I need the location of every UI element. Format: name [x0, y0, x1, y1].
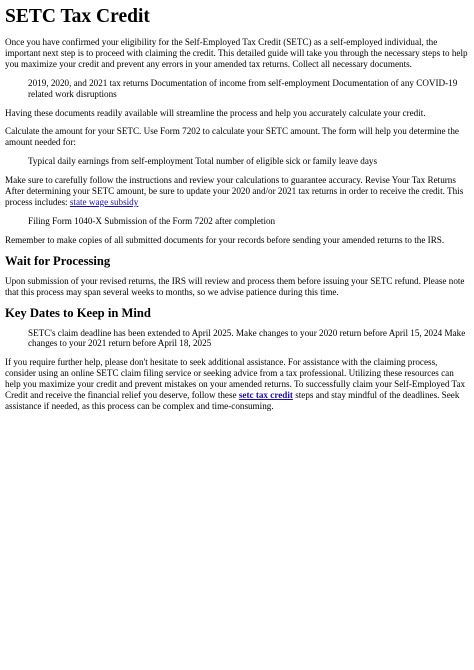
state-wage-subsidy-link[interactable]: state wage subsidy — [69, 196, 139, 207]
dates-list: SETC's claim deadline has been extended to April 2025. Make changes to your 2020 return before April 15, 2024 Make changes to your 2021 return before April 18, 2025 — [28, 327, 466, 349]
intro-paragraph: Once you have confirmed your eligibility for the Self-Employed Tax Credit (SETC) as a self-employed individual, the important next step is to proceed with claiming the credit. This detailed guide will take you through the necessary steps to help you maximize your credit and prevent any errors in your amended tax returns. Collect all necessary documents. — [5, 37, 468, 69]
documents-note-paragraph: Having these documents readily available will streamline the process and help you accurately calculate your credit. — [5, 107, 426, 118]
assistance-text-2: steps and stay mindful of the deadlines. Seek assistance if needed, as this process can be complex and time-consuming. — [5, 390, 460, 411]
key-dates-heading: Key Dates to Keep in Mind — [5, 305, 151, 320]
revise-paragraph — [5, 175, 469, 208]
assistance-paragraph — [5, 357, 469, 412]
copies-paragraph: Remember to make copies of all submitted documents for your records before sending your amended returns to the IRS. — [5, 234, 445, 245]
documents-list: 2019, 2020, and 2021 tax returns Documentation of income from self-employment Documentation of any COVID-19 related work disruptions — [28, 77, 458, 99]
form-items-list: Typical daily earnings from self-employment Total number of eligible sick or family leave days — [28, 156, 378, 167]
revise-text: Make sure to carefully follow the instructions and review your calculations to guarantee accuracy. Revise Your Tax Returns After determining your SETC amount, be sure to update your 2020 and/or 2021 tax returns in order to receive the credit. This process includes: — [5, 175, 464, 207]
calculate-paragraph: Calculate the amount for your SETC. Use Form 7202 to calculate your SETC amount. The form will help you determine the amount needed for: — [5, 126, 459, 148]
processing-paragraph: Upon submission of your revised returns, the IRS will review and process them before issuing your SETC refund. Please note that this process may span several weeks to months, so we advise patience during this time. — [5, 275, 465, 297]
assistance-text-1: If you require further help, please don't hesitate to seek additional assistance. For assistance with the claiming process, consider using an online SETC claim filing service or seeking advice from a tax professional. Utilizing these resources can help you maximize your credit and prevent mistakes on your amended returns. To successfully claim your Self-Employed Tax Credit and receive the financial relief you deserve, follow these — [5, 357, 466, 401]
filing-list: Filing Form 1040-X Submission of the Form 7202 after completion — [28, 215, 276, 226]
processing-heading: Wait for Processing — [5, 253, 111, 268]
page-title: SETC Tax Credit — [5, 6, 150, 27]
setc-tax-credit-link[interactable]: setc tax credit — [238, 390, 293, 401]
